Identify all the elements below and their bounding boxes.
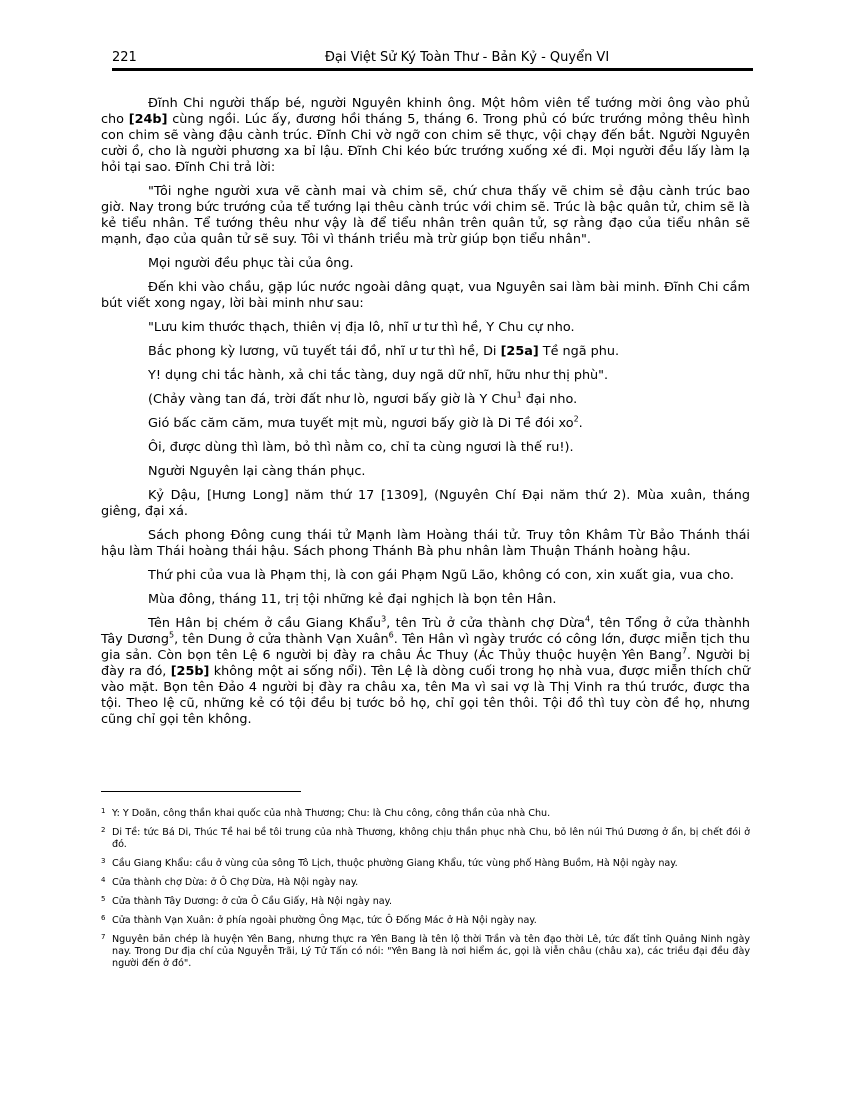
footnote: 6 Cửa thành Vạn Xuân: ở phía ngoài phường Ông Mạc, tức Ô Đống Mác ở Hà Nội ngày nay. (101, 914, 537, 926)
page-header (112, 50, 752, 70)
paragraph: Kỷ Dậu, [Hưng Long] năm thứ 17 [1309], (Nguyên Chí Đại năm thứ 2). Mùa xuân, tháng giêng, đại xá. (101, 488, 750, 519)
footnote: 5 Cửa thành Tây Dương: ở cửa Ô Cầu Giấy, Hà Nội ngày nay. (101, 895, 393, 907)
footnote-mark: 2 (101, 826, 106, 834)
footnote-mark: 3 (101, 857, 106, 865)
paragraph: Sách phong Đông cung thái tử Mạnh làm Hoàng thái tử. Truy tôn Khâm Từ Bảo Thánh thái hậu làm Thái hoàng thái hậu. Sách phong Thánh Bà phu nhân làm Thuận Thánh hoàng hậu. (101, 528, 750, 559)
page-marker: [25b] (170, 664, 210, 679)
footnotes (101, 808, 750, 977)
verse-line: "Lưu kim thước thạch, thiên vị địa lô, nhĩ ư tư thì hề, Y Chu cự nho. (148, 320, 575, 335)
footnote-ref[interactable]: 3 (381, 614, 387, 624)
footnote-mark: 7 (101, 933, 106, 941)
verse-line: Gió bấc căm căm, mưa tuyết mịt mù, ngươi bấy giờ là Di Tề đói $xo^2$. (148, 414, 583, 431)
paragraph: Tên Hân bị chém ở cầu Giang Khẩu$^3$, tên Trù ở cửa thành chợ Dừa$^4$, tên Tổng ở cửa thànhh Tây Dương$^5$, tên Dung ở cửa thành Vạn Xuân$^6$. Tên Hân vì ngày trước có công lớn, được miễn tịch thu gia sản. Còn bọn tên Lệ 6 người bị đày ra châu Ác Thuy (Ác Thủy thuộc huyện Yên Bang$^7$. Người bị đày ra đó, [25b] không một ai sống nổi). Tên Lệ là dòng cuối trong họ nhà vua, được miễn thích chữ vào mặt. Bọn tên Đảo 4 người bị đày ra châu xa, tên Ma vì sai vợ là Thị Vinh ra thú trước, được tha tội. Theo lệ cũ, những kẻ có tội đều bị tước bỏ họ, chỉ gọi tên thôi. Tội đồ thì tuy còn đề họ, nhưng cũng chỉ gọi tên không. (101, 614, 750, 727)
footnote: 1 Y: Y Doãn, công thần khai quốc của nhà Thương; Chu: là Chu công, công thần của nhà Chu. (101, 807, 551, 819)
verse-line: Y! dụng chi tắc hành, xả chi tắc tàng, duy ngã dữ nhĩ, hữu như thị phù". (148, 368, 609, 383)
verse-line: Ôi, được dùng thì làm, bỏ thì nằm co, chỉ ta cùng ngươi là thế ru!). (148, 440, 574, 455)
footnote-mark: 5 (101, 895, 106, 903)
footnote: 4 Cửa thành chợ Dừa: ở Ô Chợ Dừa, Hà Nội ngày nay. (101, 876, 359, 888)
footnote-mark: 1 (101, 807, 106, 815)
header-rule (112, 68, 753, 71)
page-number: 221 (112, 50, 137, 65)
quote-paragraph: "Tôi nghe người xưa vẽ cành mai và chim sẽ, chứ chưa thấy vẽ chim sẻ đậu cành trúc bao giờ. Nay trong bức trướng của tể tướng lại thêu cành trúc với chim sẽ. Trúc là bậc quân tử, chim sẽ là kẻ tiểu nhân. Tể tướng thêu như vậy là để tiểu nhân trên quân tử, sợ rằng đạo của tiểu nhân sẽ mạnh, đạo của quân tử sẽ suy. Tôi vì thánh triều mà trừ giúp bọn tiểu nhân". (101, 184, 750, 247)
footnote: 3 Cầu Giang Khẩu: cầu ở vùng của sông Tô Lịch, thuộc phường Giang Khẩu, tức vùng phố Hàng Buồm, Hà Nội ngày nay. (101, 857, 678, 869)
footnote-ref[interactable]: 1 (516, 390, 522, 400)
verse-line: (Chảy vàng tan đá, trời đất như lò, ngươi bấy giờ là Y Chu$^1$ đại nho. (148, 390, 578, 407)
body-text (101, 96, 750, 736)
footnote: 7 Nguyên bản chép là huyện Yên Bang, nhưng thực ra Yên Bang là tên lộ thời Trần và tên đạo thời Lê, tức đất tỉnh Quảng Ninh ngày nay. Trong Dư địa chí của Nguyễn Trãi, Lý Tử Tấn có nói: "Yên Bang là nơi hiểm ác, gọi là viễn châu (châu xa), các triều đại đều đày người đến ở đó". (101, 933, 750, 969)
footnote-ref[interactable]: 7 (681, 646, 687, 656)
footnote-ref[interactable]: 4 (584, 614, 591, 624)
paragraph: Đĩnh Chi người thấp bé, người Nguyên khinh ông. Một hôm viên tể tướng mời ông vào phủ cho [24b] cùng ngồi. Lúc ấy, đương hồi tháng 5, tháng 6. Trong phủ có bức trướng mỏng thêu hình con chim sẽ vàng đậu cành trúc. Đĩnh Chi vờ ngỡ con chim sẽ thực, vội chạy đến bắt. Người Nguyên cười ồ, cho là người phương xa bỉ lậu. Đĩnh Chi kéo bức trướng xuống xé đi. Mọi người đều lấy làm lạ hỏi tại sao. Đĩnh Chi trả lời: (101, 96, 750, 175)
page-marker: [25a] (500, 344, 539, 359)
verse-line: Bắc phong kỳ lương, vũ tuyết tái đồ, nhĩ ư tư thì hề, Di [25a] Tề ngã phu. (148, 344, 620, 359)
page-marker: [24b] (128, 112, 168, 127)
footnote-mark: 4 (101, 876, 106, 884)
paragraph: Mọi người đều phục tài của ông. (148, 256, 354, 271)
paragraph: Đến khi vào chầu, gặp lúc nước ngoài dâng quạt, vua Nguyên sai làm bài minh. Đĩnh Chi cầm bút viết xong ngay, lời bài minh như sau: (101, 280, 750, 311)
paragraph: Mùa đông, tháng 11, trị tội những kẻ đại nghịch là bọn tên Hân. (148, 592, 557, 607)
footnote-separator (101, 791, 301, 792)
footnote: 2 Di Tề: tức Bá Di, Thúc Tề hai bề tôi trung của nhà Thương, không chịu thần phục nhà Chu, bỏ lên núi Thú Dương ở ẩn, bị chết đói ở đó. (101, 826, 750, 850)
footnote-ref[interactable]: 5 (169, 630, 175, 640)
footnote-ref[interactable]: 2 (573, 414, 579, 424)
paragraph: Người Nguyên lại càng thán phục. (148, 464, 366, 479)
paragraph: Thứ phi của vua là Phạm thị, là con gái Phạm Ngũ Lão, không có con, xin xuất gia, vua cho. (148, 568, 734, 583)
footnote-mark: 6 (101, 914, 106, 922)
footnote-ref[interactable]: 6 (388, 630, 394, 640)
running-title: Đại Việt Sử Ký Toàn Thư - Bản Kỷ - Quyển VI (324, 50, 610, 65)
